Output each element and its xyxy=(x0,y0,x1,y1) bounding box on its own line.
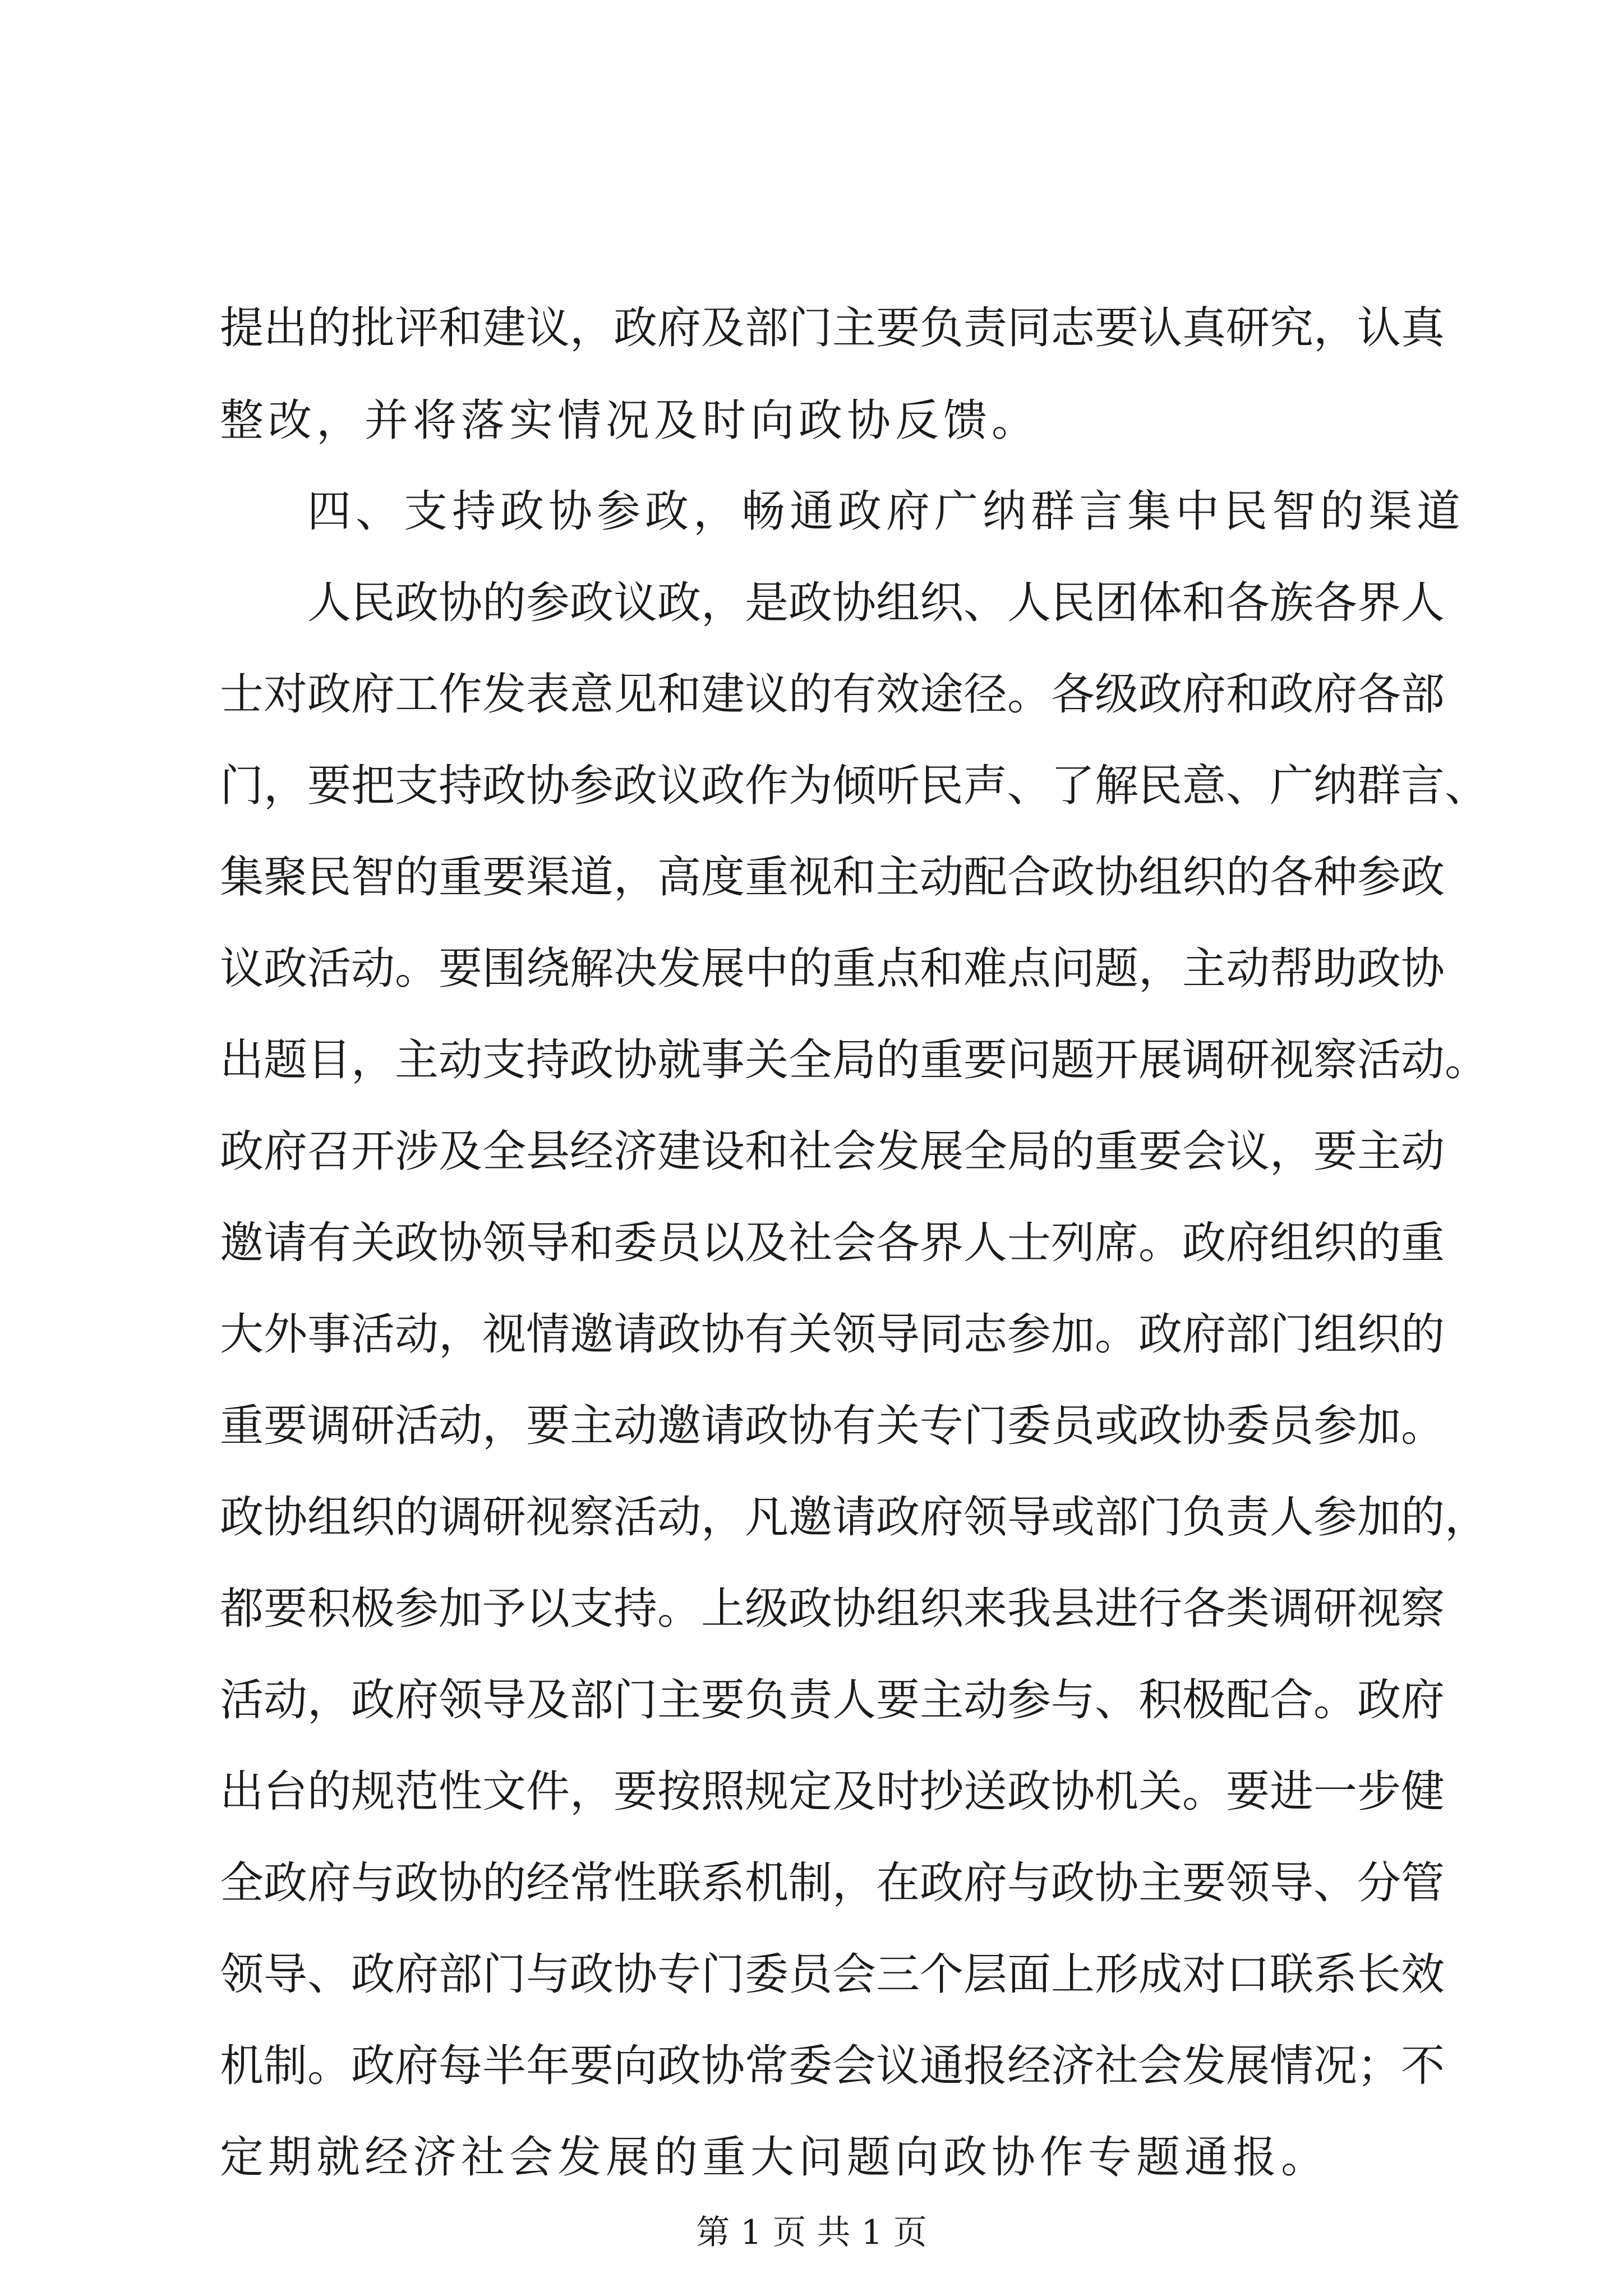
text-line: 政府召开涉及全县经济建设和社会发展全局的重要会议，要主动 xyxy=(220,1126,1445,1177)
text-line: 政协组织的调研视察活动，凡邀请政府领导或部门负责人参加的， xyxy=(220,1492,1489,1543)
text-line: 整改，并将落实情况及时向政协反馈。 xyxy=(220,395,1040,446)
text-line: 门，要把支持政协参政议政作为倾听民声、了解民意、广纳群言、 xyxy=(220,761,1489,811)
text-line: 士对政府工作发表意见和建议的有效途径。各级政府和政府各部 xyxy=(220,669,1445,720)
text-line: 领导、政府部门与政协专门委员会三个层面上形成对口联系长效 xyxy=(220,1949,1445,2000)
text-line: 机制。政府每半年要向政协常委会议通报经济社会发展情况；不 xyxy=(220,2041,1445,2091)
text-line: 重要调研活动，要主动邀请政协有关专门委员或政协委员参加。 xyxy=(220,1401,1445,1451)
text-line: 定期就经济社会发展的重大问题向政协作专题通报。 xyxy=(220,2132,1330,2183)
text-line: 议政活动。要围绕解决发展中的重点和难点问题，主动帮助政协 xyxy=(220,944,1445,994)
page-footer: 第 1 页 共 1 页 xyxy=(696,2213,927,2252)
text-line: 都要积极参加予以支持。上级政协组织来我县进行各类调研视察 xyxy=(220,1584,1445,1634)
text-line: 大外事活动，视情邀请政协有关领导同志参加。政府部门组织的 xyxy=(220,1309,1445,1360)
text-line: 提出的批评和建议，政府及部门主要负责同志要认真研究，认真 xyxy=(220,303,1445,353)
text-line: 人民政协的参政议政，是政协组织、人民团体和各族各界人 xyxy=(307,578,1445,628)
section-heading: 四、支持政协参政，畅通政府广纳群言集中民智的渠道 xyxy=(307,486,1465,537)
text-line: 出题目，主动支持政协就事关全局的重要问题开展调研视察活动。 xyxy=(220,1035,1489,1085)
text-line: 全政府与政协的经常性联系机制，在政府与政协主要领导、分管 xyxy=(220,1858,1445,1908)
text-line: 活动，政府领导及部门主要负责人要主动参与、积极配合。政府 xyxy=(220,1675,1445,1726)
text-line: 集聚民智的重要渠道，高度重视和主动配合政协组织的各种参政 xyxy=(220,852,1445,903)
text-line: 出台的规范性文件，要按照规定及时抄送政协机关。要进一步健 xyxy=(220,1766,1445,1817)
text-line: 邀请有关政协领导和委员以及社会各界人士列席。政府组织的重 xyxy=(220,1218,1445,1268)
